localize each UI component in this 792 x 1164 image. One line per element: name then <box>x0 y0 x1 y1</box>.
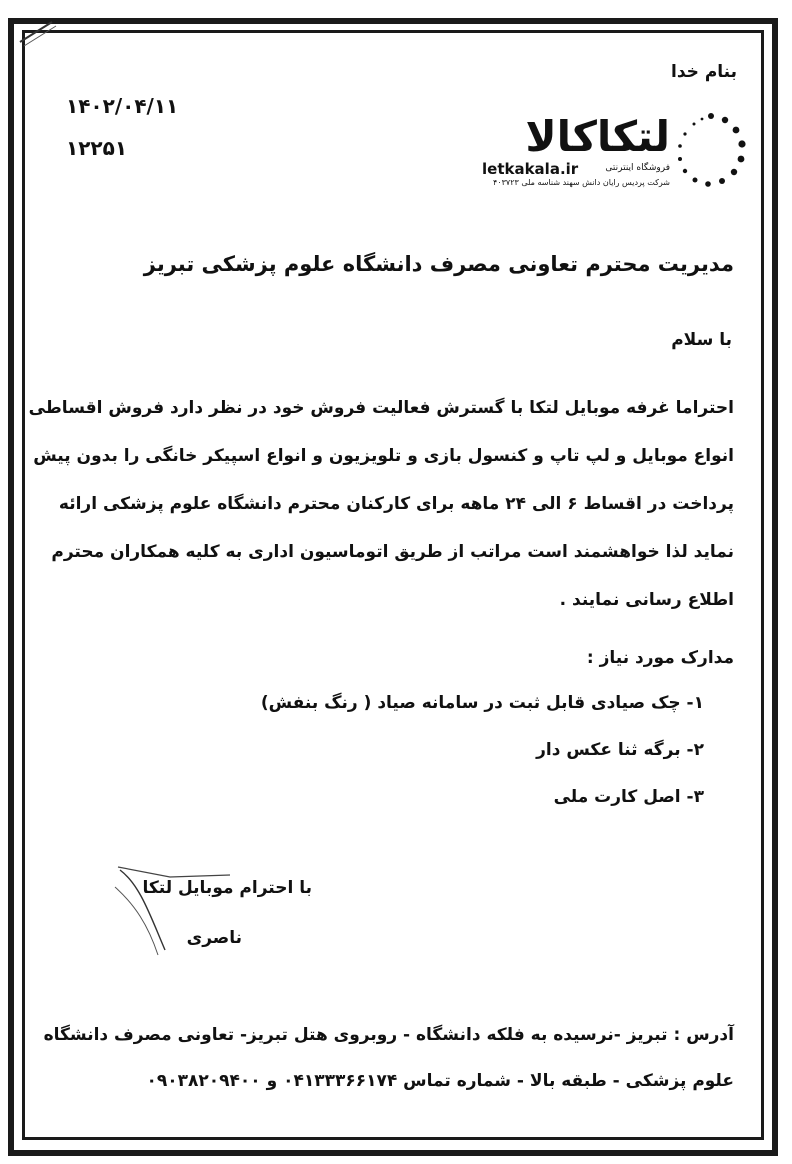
letter-addressee: مدیریت محترم تعاونی مصرف دانشگاه علوم پزشکی تبریز <box>143 252 734 276</box>
body-line: انواع موبایل و لپ تاپ و کنسول بازی و تلویزیون و انواع اسپیکر خانگی را بدون پیش <box>33 446 734 466</box>
footer-address <box>44 1012 734 1104</box>
address-line: علوم پزشکی - طبقه بالا - شماره تماس ۰۴۱۳۳۳۶۶۱۷۴ و ۰۹۰۳۸۲۰۹۴۰۰ <box>146 1071 734 1091</box>
document-item: ۱- چک صیادی قابل ثبت در سامانه صیاد ( رنگ بنفش) <box>260 693 704 713</box>
documents-title: مدارک مورد نیاز : <box>586 648 734 668</box>
document-item: ۲- برگه ثنا عکس دار <box>536 740 704 760</box>
greeting: با سلام <box>671 330 732 350</box>
document-item: ۳- اصل کارت ملی <box>553 787 704 807</box>
company-logo <box>470 110 750 194</box>
body-line: احتراما غرفه موبایل لتکا با گسترش فعالیت فروش خود در نظر دارد فروش اقساطی <box>28 398 734 418</box>
closing-line: با احترام موبایل لتکا <box>142 878 312 898</box>
logo-tagline: فروشگاه اینترنتی <box>605 163 670 173</box>
logo-domain: letkakala.ir <box>482 160 579 178</box>
staple-corner-icon <box>12 14 62 50</box>
letter-body <box>28 384 734 624</box>
body-line: اطلاع رسانی نمایند . <box>559 590 734 610</box>
reference-number: ۱۲۲۵۱ <box>66 136 128 160</box>
dotted-circle-logo-icon <box>672 110 750 192</box>
body-line: نماید لذا خواهشمند است مراتب از طریق اتوماسیون اداری به کلیه همکاران محترم <box>51 542 734 562</box>
signer-name: ناصری <box>186 928 242 948</box>
logo-company-line: شرکت پردیس رایان دانش سهند شناسه ملی ۴۰۳۷۲۳ <box>493 178 670 187</box>
letter-date: ۱۴۰۲/۰۴/۱۱ <box>66 94 179 118</box>
bismillah-heading: بنام خدا <box>671 62 737 82</box>
address-line: آدرس : تبریز -نرسیده به فلکه دانشگاه - روبروی هتل تبریز- تعاونی مصرف دانشگاه <box>43 1025 734 1045</box>
logo-brand-text: لتکاکالا <box>525 112 670 161</box>
body-line: پرداخت در اقساط ۶ الی ۲۴ ماهه برای کارکنان محترم دانشگاه علوم پزشکی ارائه <box>58 494 734 514</box>
